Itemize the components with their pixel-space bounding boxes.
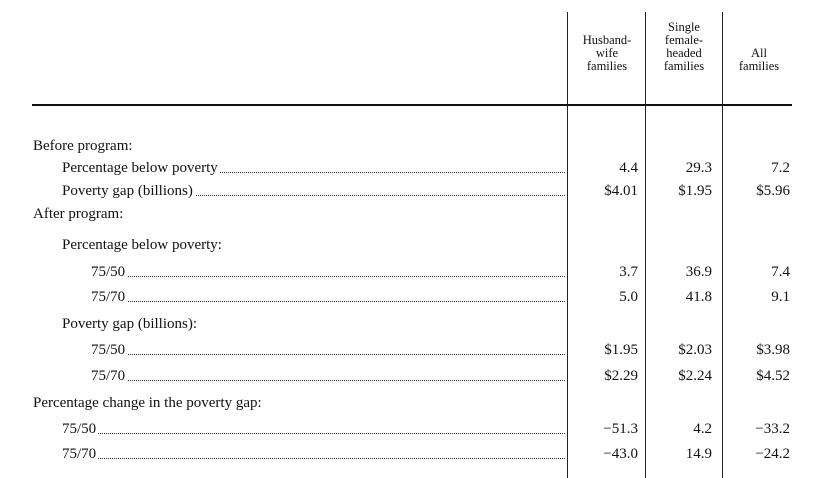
cell-single-female: 29.3 bbox=[685, 160, 712, 176]
cell-husband-wife: 3.7 bbox=[619, 264, 638, 280]
percentage-below-poverty-heading: Percentage below poverty: bbox=[62, 237, 222, 253]
poverty-gap-heading: Poverty gap (billions): bbox=[62, 316, 197, 332]
cell-husband-wife: −43.0 bbox=[603, 446, 638, 462]
cell-all-families: 7.4 bbox=[771, 264, 790, 280]
cell-all-families: $5.96 bbox=[756, 183, 790, 199]
cell-husband-wife: 4.4 bbox=[619, 160, 638, 176]
header-all-families: All families bbox=[738, 46, 780, 73]
table-row bbox=[0, 180, 830, 202]
subsection-heading bbox=[0, 234, 830, 256]
cell-single-female: 4.2 bbox=[693, 421, 712, 437]
row-label: 75/70 bbox=[91, 365, 127, 387]
cell-single-female: 14.9 bbox=[685, 446, 712, 462]
cell-husband-wife: $1.95 bbox=[604, 342, 638, 358]
section-heading bbox=[0, 135, 830, 157]
section-heading bbox=[0, 392, 830, 414]
cell-husband-wife: 5.0 bbox=[619, 289, 638, 305]
table-row bbox=[0, 157, 830, 179]
cell-all-families: $4.52 bbox=[756, 368, 790, 384]
table-row bbox=[0, 339, 830, 361]
table-row bbox=[0, 261, 830, 283]
table-row bbox=[0, 365, 830, 387]
row-label: Poverty gap (billions) bbox=[62, 180, 195, 202]
section-heading bbox=[0, 203, 830, 225]
header-husband-wife: Husband- wife families bbox=[582, 33, 632, 73]
cell-all-families: 9.1 bbox=[771, 289, 790, 305]
cell-all-families: $3.98 bbox=[756, 342, 790, 358]
cell-single-female: 36.9 bbox=[685, 264, 712, 280]
row-label: 75/50 bbox=[62, 418, 98, 440]
header-rule bbox=[32, 104, 792, 106]
header-single-female: Single female- headed families bbox=[663, 20, 705, 73]
cell-husband-wife: $4.01 bbox=[604, 183, 638, 199]
cell-husband-wife: −51.3 bbox=[603, 421, 638, 437]
subsection-heading bbox=[0, 313, 830, 335]
table-row bbox=[0, 443, 830, 465]
percentage-change-heading: Percentage change in the poverty gap: bbox=[33, 395, 262, 411]
table-row bbox=[0, 286, 830, 308]
cell-all-families: 7.2 bbox=[771, 160, 790, 176]
cell-single-female: 41.8 bbox=[685, 289, 712, 305]
cell-all-families: −24.2 bbox=[755, 446, 790, 462]
table-row bbox=[0, 418, 830, 440]
row-label: Percentage below poverty bbox=[62, 157, 220, 179]
cell-single-female: $1.95 bbox=[678, 183, 712, 199]
cell-husband-wife: $2.29 bbox=[604, 368, 638, 384]
cell-single-female: $2.24 bbox=[678, 368, 712, 384]
cell-single-female: $2.03 bbox=[678, 342, 712, 358]
row-label: 75/70 bbox=[62, 443, 98, 465]
after-program-heading: After program: bbox=[33, 206, 124, 222]
row-label: 75/50 bbox=[91, 339, 127, 361]
before-program-heading: Before program: bbox=[33, 138, 133, 154]
row-label: 75/70 bbox=[91, 286, 127, 308]
row-label: 75/50 bbox=[91, 261, 127, 283]
cell-all-families: −33.2 bbox=[755, 421, 790, 437]
